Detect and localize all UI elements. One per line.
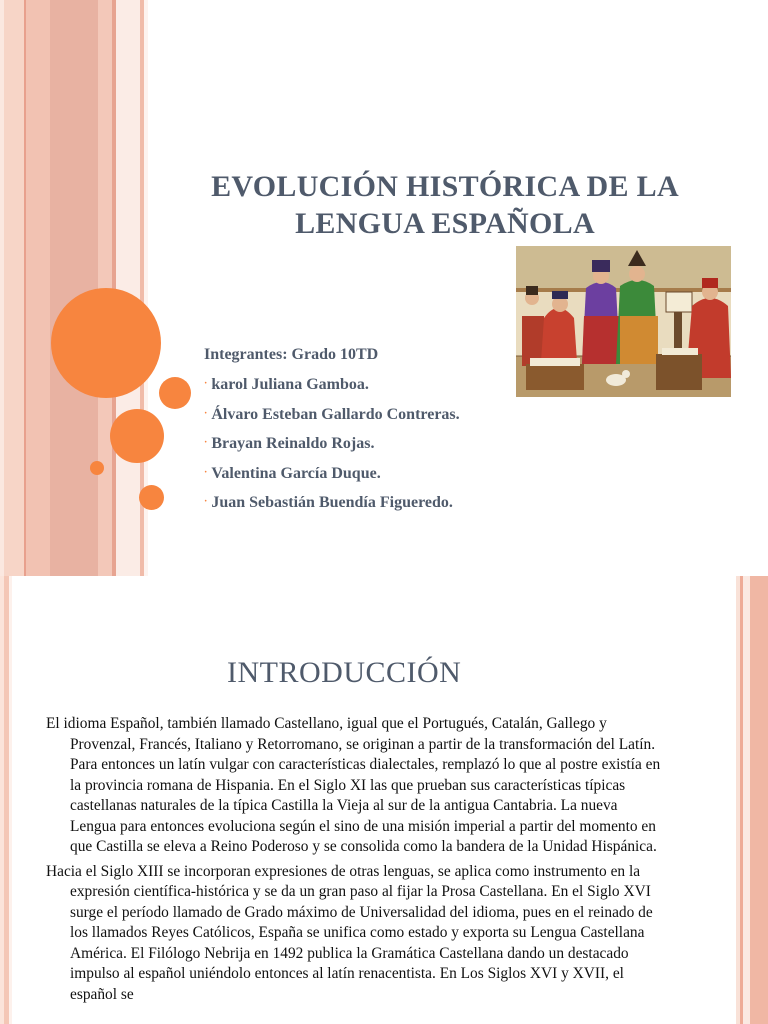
decorative-stripe xyxy=(4,0,24,576)
paragraph: Hacia el Siglo XIII se incorporan expresiones de otras lenguas, se aplica como instrumento en la expresión científica-histórica y se da un gran paso al fijar la Prosa Castellana. En el Siglo XVI surge el período llamado de Grado máximo de Universalidad del idioma, pues en el reinado de los llamados Reyes Católicos, España se unifica como estado y exporta su Lengua Castellana América. El Filólogo Nebrija en 1492 publica la Gramática Castellana dando un destacado impulso al español uniéndolo entonces al latín renacentista. En Los Siglos XVI y XVII, el español se xyxy=(46,862,653,1003)
member-name: karol Juliana Gamboa. xyxy=(211,376,369,393)
members-list xyxy=(204,340,460,517)
bullet-icon: · xyxy=(204,407,208,419)
decorative-circle xyxy=(90,461,104,475)
member-name: Valentina García Duque. xyxy=(211,464,381,482)
decorative-stripe xyxy=(750,576,768,1024)
member-item xyxy=(204,428,460,458)
member-item xyxy=(204,399,460,429)
bullet-icon: · xyxy=(204,466,208,478)
decorative-circle xyxy=(139,485,164,510)
decorative-stripe xyxy=(50,0,98,576)
title-line: LENGUA ESPAÑOLA xyxy=(295,207,595,240)
member-item xyxy=(204,369,460,399)
introduction-body xyxy=(46,714,666,1009)
decorative-stripe xyxy=(26,0,50,576)
bullet-icon: · xyxy=(204,378,208,389)
bullet-icon: · xyxy=(204,437,208,448)
decorative-circle xyxy=(51,288,161,398)
bullet-icon: · xyxy=(204,496,208,507)
title-line: EVOLUCIÓN HISTÓRICA DE LA xyxy=(211,170,679,203)
member-name: Juan Sebastián Buendía Figueredo. xyxy=(211,494,453,511)
members-heading: Integrantes: Grado 10TD xyxy=(204,346,379,363)
member-name: Álvaro Esteban Gallardo Contreras. xyxy=(211,405,460,423)
decorative-stripe xyxy=(116,0,140,576)
slide-title xyxy=(190,168,700,242)
slide-title: INTRODUCCIÓN xyxy=(227,656,462,689)
paragraph: El idioma Español, también llamado Castellano, igual que el Portugués, Catalán, Gallego y Provenzal, Francés, Italiano y Retorromano, se originan a partir de la transformación del Latín. Para entonces un latín vulgar con características dialectales, remplazó lo que al postre existía en la provincia romana de Hispania. En el Siglo XI las que prueban sus características típicas castellanas naturales de la típica Castilla la Vieja al sur de la antigua Cantabria. La nueva Lengua para entonces evoluciona según el sino de una misión imperial a partir del momento en que Castilla se eleva a Reino Poderoso y se consolida como la bandera de la Unidad Hispánica. xyxy=(46,715,661,855)
medieval-scholars-illustration xyxy=(516,246,731,397)
decorative-stripe xyxy=(743,576,750,1024)
decorative-circle xyxy=(159,377,191,409)
member-name: Brayan Reinaldo Rojas. xyxy=(211,435,375,452)
member-item xyxy=(204,458,460,488)
decorative-circle xyxy=(110,409,164,463)
decorative-stripe xyxy=(9,576,12,1024)
introduction-slide xyxy=(0,576,768,1024)
member-item xyxy=(204,487,460,517)
